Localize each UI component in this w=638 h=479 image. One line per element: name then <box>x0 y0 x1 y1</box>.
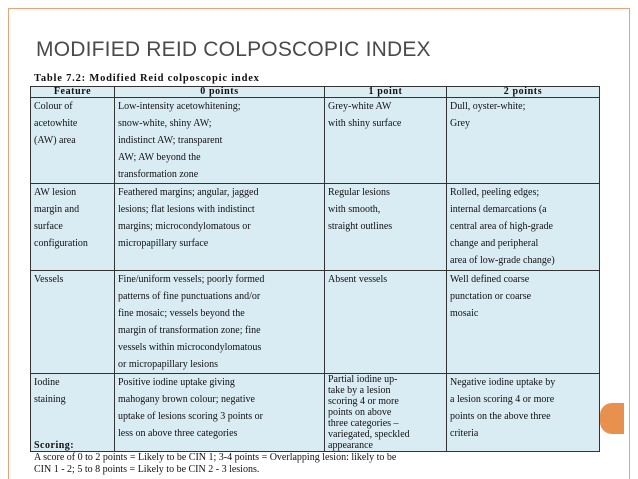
reid-index-table <box>30 86 600 452</box>
two-points-cell: Rolled, peeling edges; internal demarcations (a central area of high-grade change and peripheral area of low-grade change) <box>447 184 600 271</box>
table-row <box>31 98 600 184</box>
feature-cell: Colour of acetowhite (AW) area <box>31 98 115 184</box>
two-points-cell: Negative iodine uptake by a lesion scoring 4 or more points on the above three criteria <box>447 374 600 452</box>
slide-frame-left <box>8 8 9 479</box>
one-point-cell: Partial iodine up- take by a lesion scoring 4 or more points on above three categories – variegated, speckled appearance <box>325 374 447 452</box>
feature-cell: Iodine staining <box>31 374 115 452</box>
header-2-points: 2 points <box>447 87 600 98</box>
scoring-note <box>34 440 396 476</box>
zero-points-cell: Feathered margins; angular, jagged lesions; flat lesions with indistinct margins; microcondylomatous or micropapillary surface <box>115 184 325 271</box>
feature-cell: AW lesion margin and surface configuration <box>31 184 115 271</box>
zero-points-cell: Low-intensity acetowhitening; snow-white, shiny AW; indistinct AW; transparent AW; AW beyond the transformation zone <box>115 98 325 184</box>
scoring-heading: Scoring: <box>34 440 75 451</box>
slide-title: MODIFIED REID COLPOSCOPIC INDEX <box>36 38 431 61</box>
two-points-cell: Well defined coarse punctation or coarse mosaic <box>447 271 600 374</box>
table-row <box>31 271 600 374</box>
slide-frame-top <box>8 8 630 9</box>
zero-points-cell: Positive iodine uptake giving mahogany brown colour; negative uptake of lesions scoring 3 points or less on above three categories <box>115 374 325 452</box>
scoring-line-1: A score of 0 to 2 points = Likely to be CIN 1; 3-4 points = Overlapping lesion: likely to be <box>34 452 397 463</box>
zero-points-cell: Fine/uniform vessels; poorly formed patterns of fine punctuations and/or fine mosaic; vessels beyond the margin of transformation zone; fine vessels within microcondylomatous or micropapillary lesions <box>115 271 325 374</box>
header-1-point: 1 point <box>325 87 447 98</box>
slide-frame-right <box>629 8 630 479</box>
header-feature: Feature <box>31 87 115 98</box>
one-point-cell: Regular lesions with smooth, straight outlines <box>325 184 447 271</box>
header-0-points: 0 points <box>115 87 325 98</box>
table-caption: Table 7.2: Modified Reid colposcopic index <box>34 73 260 84</box>
slide-page-tab <box>600 403 624 434</box>
table-header-row <box>31 87 600 98</box>
table-row <box>31 184 600 271</box>
two-points-cell: Dull, oyster-white; Grey <box>447 98 600 184</box>
one-point-cell: Grey-white AW with shiny surface <box>325 98 447 184</box>
one-point-cell: Absent vessels <box>325 271 447 374</box>
scoring-line-2: CIN 1 - 2; 5 to 8 points = Likely to be CIN 2 - 3 lesions. <box>34 464 260 475</box>
feature-cell: Vessels <box>31 271 115 374</box>
